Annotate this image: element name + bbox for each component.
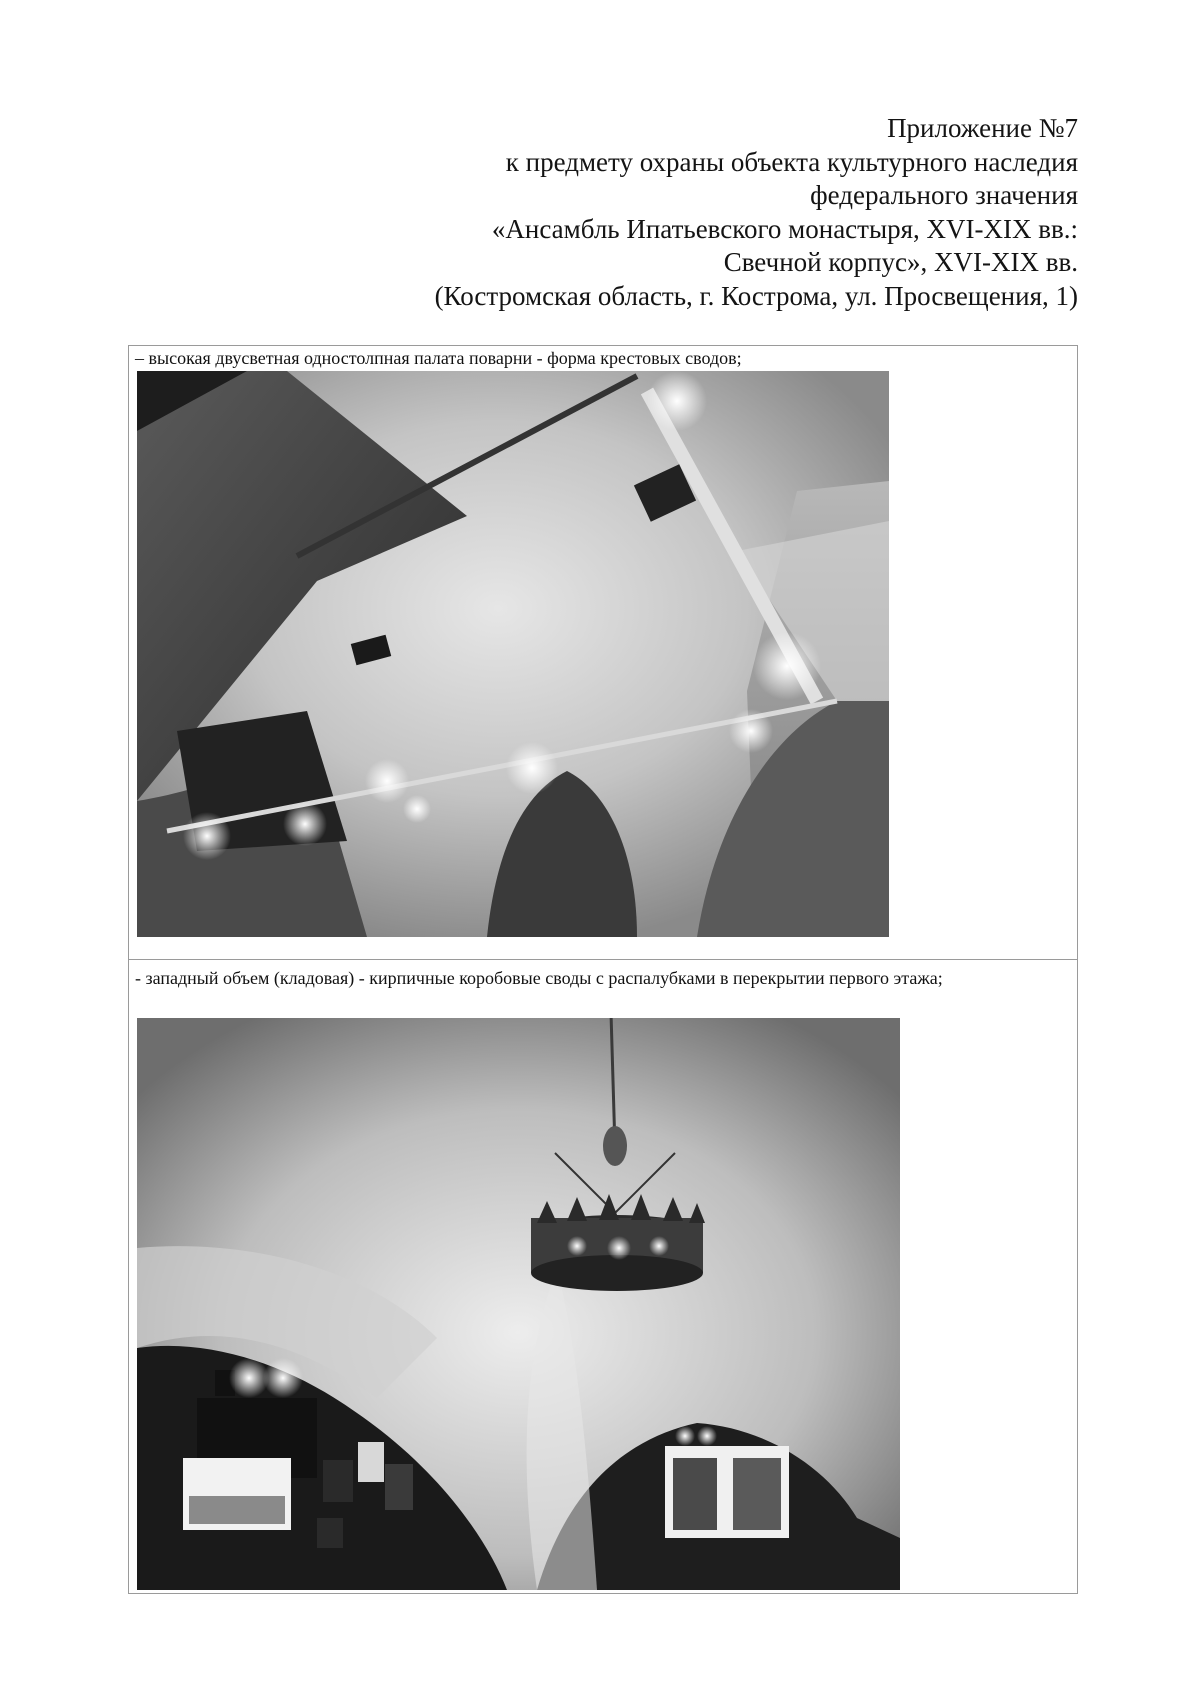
appendix-number: Приложение №7 [887, 113, 1078, 143]
photo-caption-storeroom: - западный объем (кладовая) - кирпичные коробовые своды с распалубками в перекрытии первого этажа; [135, 968, 943, 988]
header-line-subject: к предмету охраны объекта культурного наследия [505, 146, 1078, 177]
photo-table [128, 345, 1078, 1594]
header-line-building: Свечной корпус», XVI-XIX вв. [723, 247, 1078, 277]
header-line-address: (Костромская область, г. Кострома, ул. Просвещения, 1) [434, 280, 1078, 311]
chandelier-vault-photo [137, 1018, 900, 1590]
photo-caption-kitchen: – высокая двусветная одностолпная палата поварни - форма крестовых сводов; [135, 348, 742, 368]
document-header [360, 112, 1078, 313]
row-divider [129, 959, 1077, 960]
vaulted-ceiling-photo [137, 371, 889, 937]
header-line-significance: федерального значения [810, 180, 1078, 210]
header-line-ensemble: «Ансамбль Ипатьевского монастыря, XVI-XIX вв.: [491, 213, 1078, 244]
